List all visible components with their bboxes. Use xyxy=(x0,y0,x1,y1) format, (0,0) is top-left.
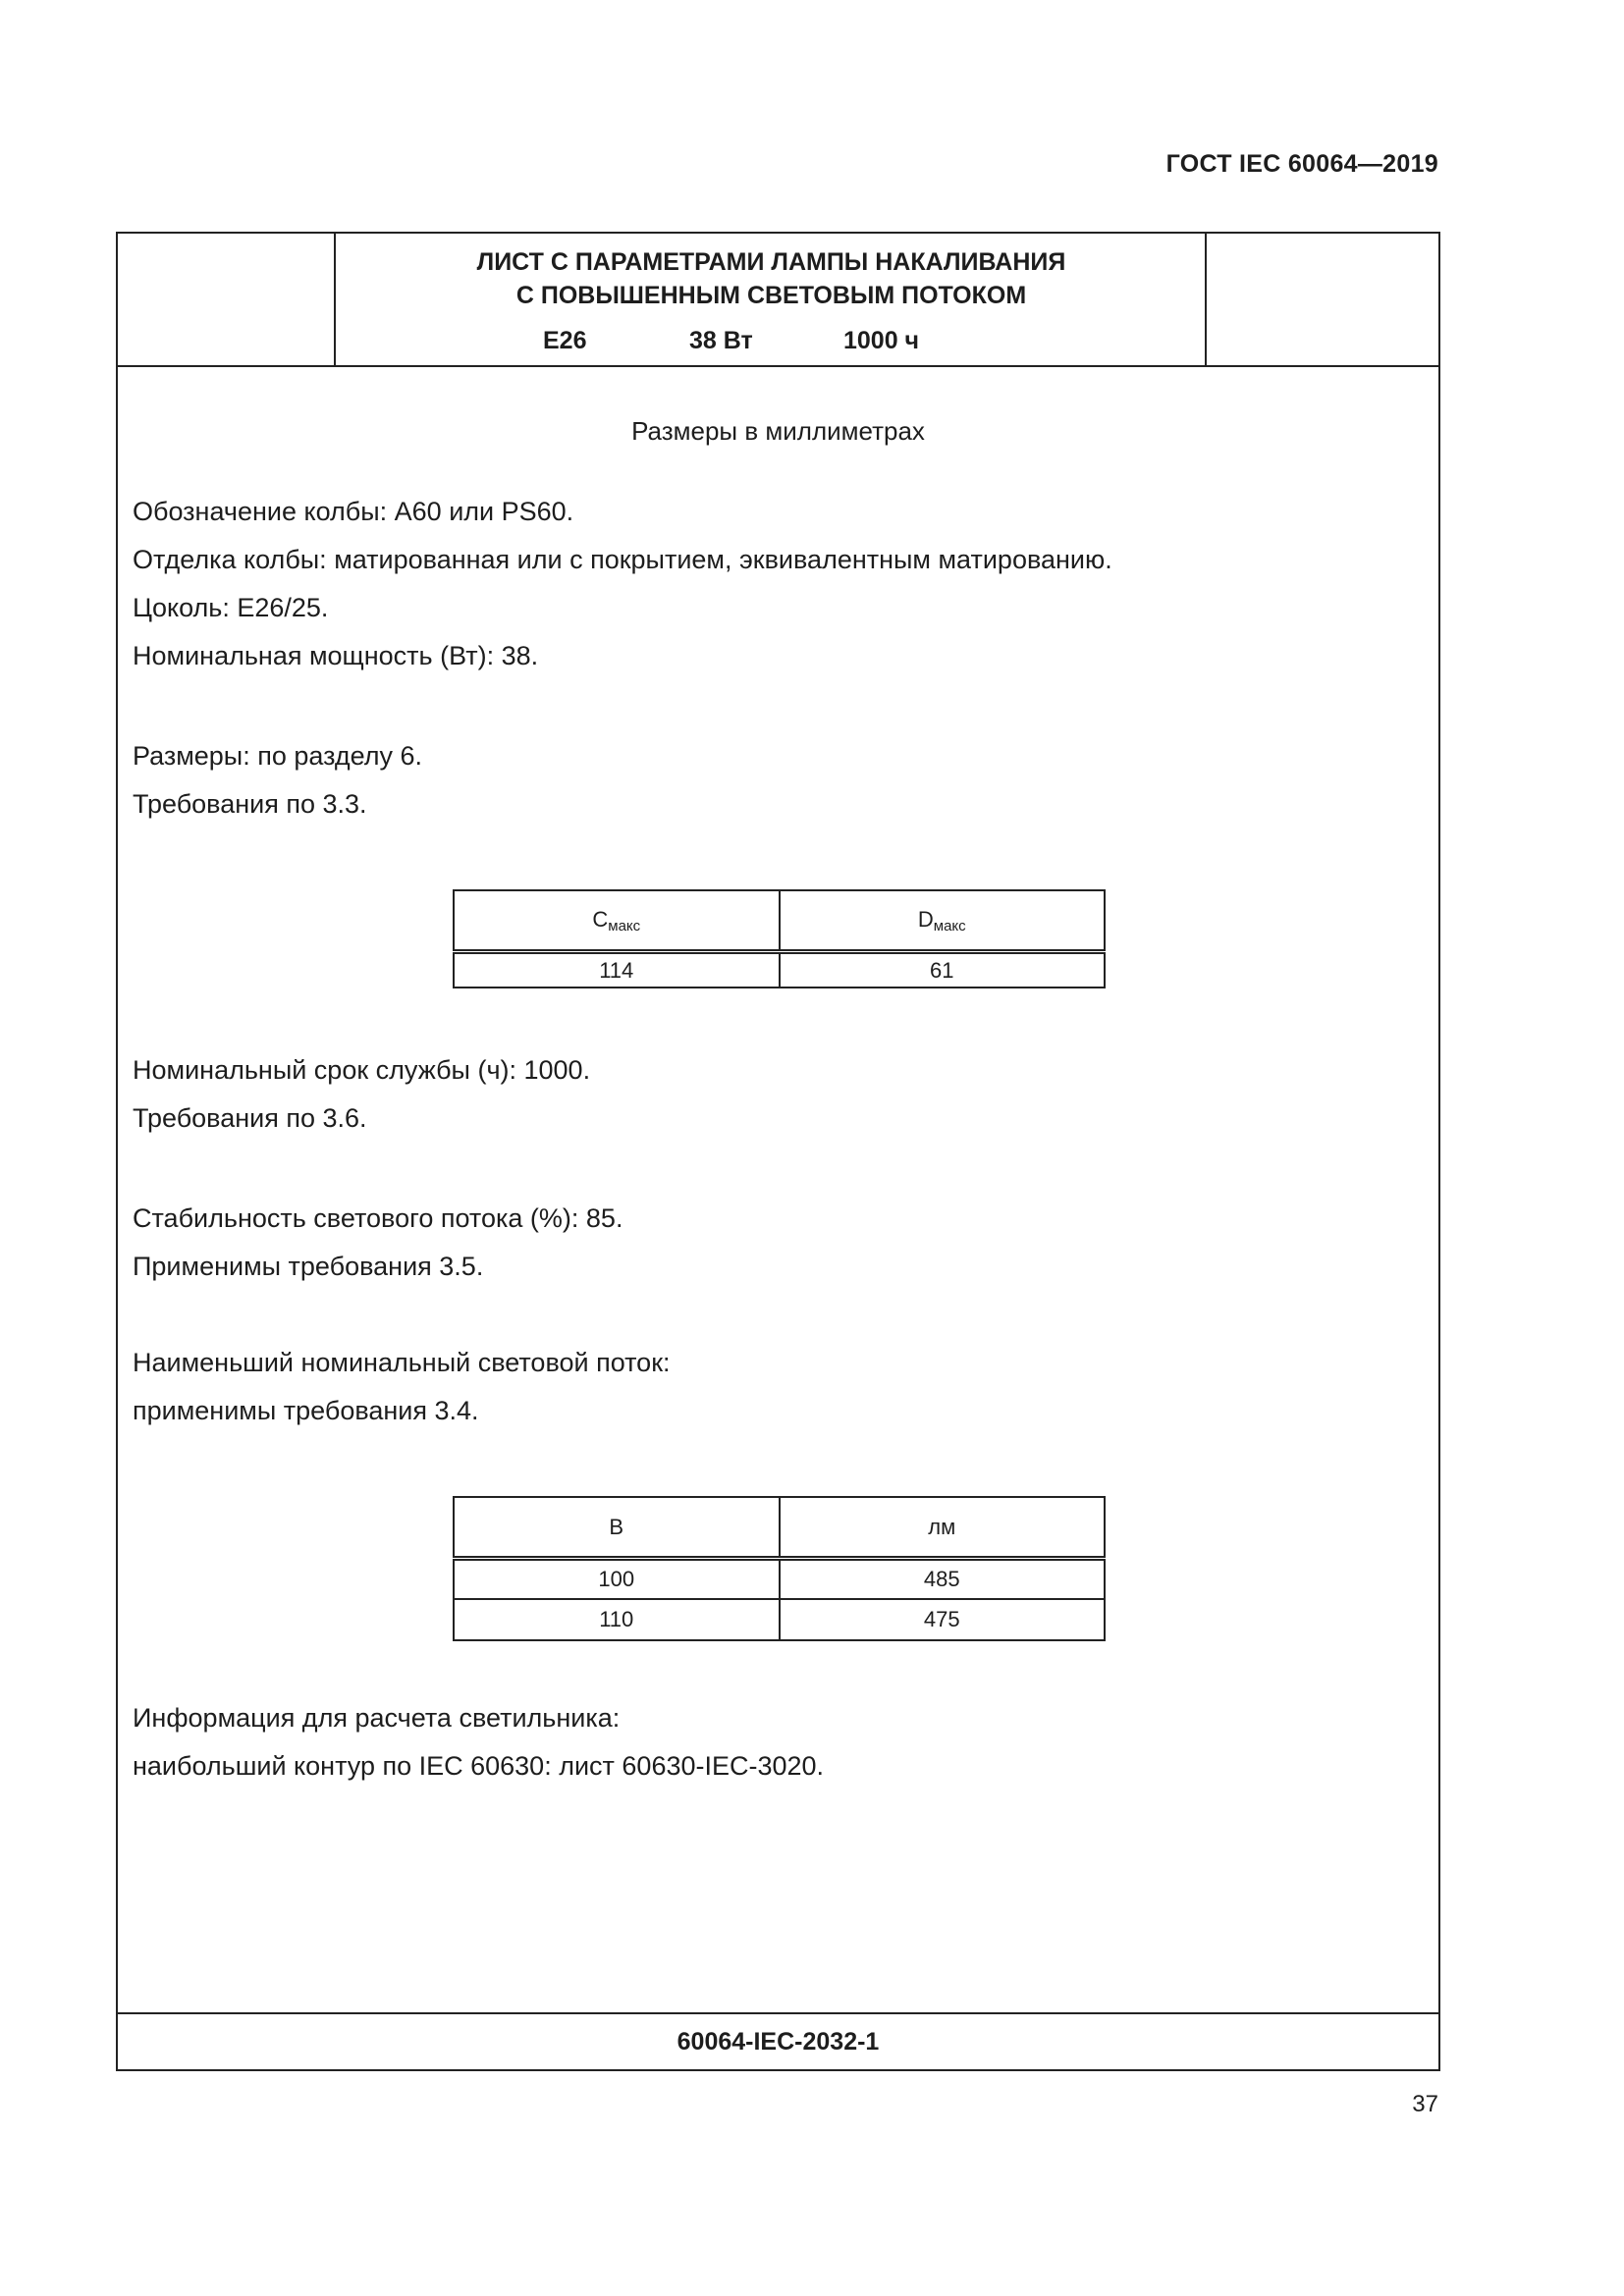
volts-cell: 100 xyxy=(454,1559,780,1600)
flux-table xyxy=(453,1496,1106,1641)
sheet-title-line-2: С ПОВЫШЕННЫМ СВЕТОВЫМ ПОТОКОМ xyxy=(515,282,1027,309)
rated-power: 38 Вт xyxy=(689,327,753,354)
cap-line: Цоколь: E26/25. xyxy=(133,593,329,622)
header-c-max: $C_{макс}$ xyxy=(454,890,780,952)
max-outline-line: наибольший контур по IEC 60630: лист 60630-IEC-3020. xyxy=(133,1751,825,1781)
header-volts: В xyxy=(454,1497,780,1559)
header-right-cell xyxy=(1205,234,1438,365)
volts-cell: 110 xyxy=(454,1599,780,1640)
lumens-cell: 475 xyxy=(780,1599,1106,1640)
requirements-3-3: Требования по 3.3. xyxy=(133,789,367,819)
header-left-cell xyxy=(118,234,336,365)
sheet-code: 60064-IEC-2032-1 xyxy=(677,2028,880,2056)
bulb-designation: Обозначение колбы: A60 или PS60. xyxy=(133,497,574,526)
min-flux-line: Наименьший номинальный световой поток: xyxy=(133,1348,671,1377)
bulb-finish: Отделка колбы: матированная или с покрытием, эквивалентным матированию. xyxy=(133,545,1112,574)
sheet-parameters xyxy=(336,327,1207,358)
sheet-footer xyxy=(116,2012,1440,2071)
lumens-cell: 485 xyxy=(780,1559,1106,1600)
requirements-3-6: Требования по 3.6. xyxy=(133,1103,367,1133)
luminaire-info-line: Информация для расчета светильника: xyxy=(133,1703,621,1733)
header-d-max: $D_{макс}$ xyxy=(780,890,1106,952)
sheet-header xyxy=(118,234,1438,367)
table-row xyxy=(454,1559,1105,1600)
dimensions-table xyxy=(453,889,1106,988)
sheet-title-line-1: ЛИСТ С ПАРАМЕТРАМИ ЛАМПЫ НАКАЛИВАНИЯ xyxy=(476,248,1066,276)
value-c-max: 114 xyxy=(454,952,780,988)
header-title-cell xyxy=(336,234,1207,365)
page-number: 37 xyxy=(1412,2091,1438,2117)
dimensions-line: Размеры: по разделу 6. xyxy=(133,741,423,771)
document-code: ГОСТ IEC 60064—2019 xyxy=(1165,150,1438,178)
rated-power-line: Номинальная мощность (Вт): 38. xyxy=(133,641,539,670)
cap-type: E26 xyxy=(543,327,587,354)
header-lumens: лм xyxy=(780,1497,1106,1559)
value-d-max: 61 xyxy=(780,952,1106,988)
requirements-3-4: применимы требования 3.4. xyxy=(133,1396,479,1425)
rated-life-line: Номинальный срок службы (ч): 1000. xyxy=(133,1055,591,1085)
rated-life: 1000 ч xyxy=(843,327,920,354)
requirements-3-5: Применимы требования 3.5. xyxy=(133,1252,484,1281)
table-row xyxy=(454,1599,1105,1640)
units-note: Размеры в миллиметрах xyxy=(631,416,925,446)
lumen-maintenance-line: Стабильность светового потока (%): 85. xyxy=(133,1203,623,1233)
